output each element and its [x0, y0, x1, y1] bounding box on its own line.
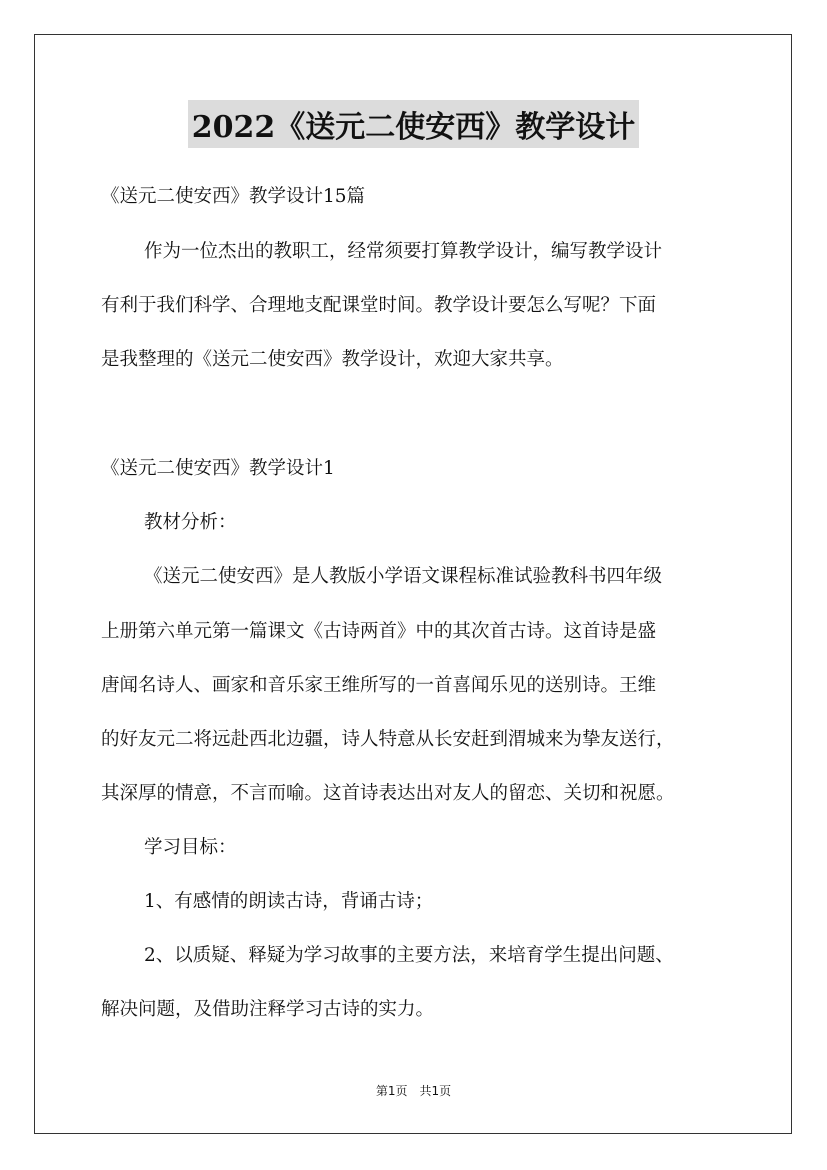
analysis-line-3: 唐闻名诗人、画家和音乐家王维所写的一首喜闻乐见的送别诗。王维 — [101, 675, 657, 696]
page-number-total: 共1页 — [419, 1084, 452, 1098]
goal-2-line-1: 2、以质疑、释疑为学习故事的主要方法，来培育学生提出问题、 — [144, 945, 674, 966]
goal-2-line-2: 解决问题，及借助注释学习古诗的实力。 — [101, 999, 435, 1020]
section-heading: 《送元二使安西》教学设计1 — [101, 458, 335, 479]
document-title-block — [0, 100, 827, 148]
page-footer — [0, 1082, 827, 1099]
analysis-line-2: 上册第六单元第一篇课文《古诗两首》中的其次首古诗。这首诗是盛 — [101, 621, 657, 642]
intro-line-3: 是我整理的《送元二使安西》教学设计，欢迎大家共享。 — [101, 349, 564, 370]
analysis-line-4: 的好友元二将远赴西北边疆，诗人特意从长安赶到渭城来为挚友送行， — [101, 729, 675, 750]
document-title: 2022《送元二使安西》教学设计 — [188, 100, 640, 148]
analysis-label: 教材分析： — [144, 512, 237, 533]
intro-line-2: 有利于我们科学、合理地支配课堂时间。教学设计要怎么写呢？下面 — [101, 295, 657, 316]
goal-1: 1、有感情的朗读古诗，背诵古诗； — [144, 891, 434, 912]
analysis-line-5: 其深厚的情意，不言而喻。这首诗表达出对友人的留恋、关切和祝愿。 — [101, 783, 675, 804]
goals-label: 学习目标： — [144, 837, 237, 858]
analysis-line-1: 《送元二使安西》是人教版小学语文课程标准试验教科书四年级 — [144, 566, 663, 587]
subtitle: 《送元二使安西》教学设计15篇 — [101, 186, 366, 207]
intro-line-1: 作为一位杰出的教职工，经常须要打算教学设计，编写教学设计 — [144, 241, 663, 262]
page-number-current: 第1页 — [375, 1084, 408, 1098]
